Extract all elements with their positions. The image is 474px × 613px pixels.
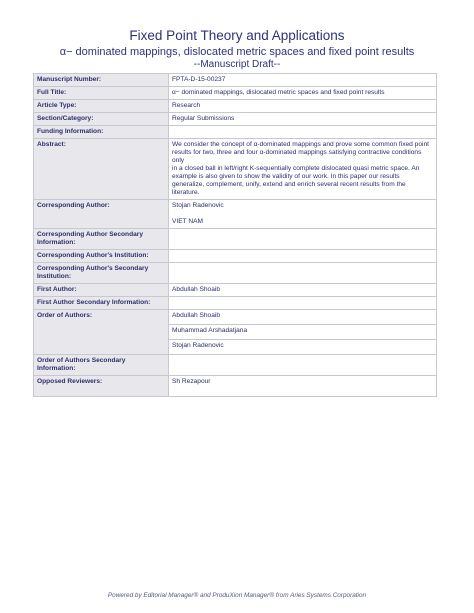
- value-order-secondary: [169, 355, 437, 376]
- row-corresponding-author: [34, 200, 437, 229]
- row-corr-secondary: [34, 229, 437, 250]
- row-full-title: [34, 87, 437, 100]
- label-opposed-reviewers: Opposed Reviewers:: [34, 376, 169, 397]
- manuscript-info-table: [33, 73, 437, 397]
- label-article-type: Article Type:: [34, 100, 169, 113]
- row-abstract: [34, 139, 437, 200]
- abstract-paragraph-1: We consider the concept of α-dominated mappings and prove some common fixed point results for two, three and four α-dominated mappings satisfying contractive conditions only: [172, 141, 429, 164]
- value-section: Regular Submissions: [169, 113, 437, 126]
- abstract-paragraph-2: in a closed ball in left/right K-sequentially complete dislocated quasi metric space. An example is also given to show the validity of our work. In this paper our results generalize, complement, unify, extend and enrich several recent results from the literature.: [172, 165, 420, 196]
- value-abstract: [169, 139, 437, 200]
- author-3: Stojan Radenovic: [169, 340, 437, 355]
- label-corr-institution: Corresponding Author's Institution:: [34, 250, 169, 263]
- row-first-author-secondary: [34, 297, 437, 310]
- label-full-title: Full Title:: [34, 87, 169, 100]
- value-opposed-reviewers: Sh Rezapour: [169, 376, 437, 397]
- label-corresponding-author: Corresponding Author:: [34, 200, 169, 229]
- manuscript-subtitle: α− dominated mappings, dislocated metric spaces and fixed point results: [59, 46, 415, 58]
- value-first-author-secondary: [169, 297, 437, 310]
- label-section: Section/Category:: [34, 113, 169, 126]
- label-first-author-secondary: First Author Secondary Information:: [34, 297, 169, 310]
- row-manuscript-number: [34, 74, 437, 87]
- label-order-of-authors: Order of Authors:: [34, 310, 169, 355]
- row-article-type: [34, 100, 437, 113]
- value-corr-institution: [169, 250, 437, 263]
- value-manuscript-number: FPTA-D-15-00237: [169, 74, 437, 87]
- label-corr-secondary: Corresponding Author Secondary Information:: [34, 229, 169, 250]
- draft-label: --Manuscript Draft--: [193, 59, 281, 70]
- label-first-author: First Author:: [34, 284, 169, 297]
- label-order-secondary: Order of Authors Secondary Information:: [34, 355, 169, 376]
- value-article-type: Research: [169, 100, 437, 113]
- value-full-title: α− dominated mappings, dislocated metric spaces and fixed point results: [169, 87, 437, 100]
- label-manuscript-number: Manuscript Number:: [34, 74, 169, 87]
- journal-title: Fixed Point Theory and Applications: [129, 28, 345, 43]
- value-funding: [169, 126, 437, 139]
- row-opposed-reviewers: [34, 376, 437, 397]
- document-header: [0, 28, 474, 71]
- author-2: Muhammad Arshadatjana: [169, 325, 437, 340]
- label-corr-secondary-institution: Corresponding Author's Secondary Institution:: [34, 263, 169, 284]
- corresponding-author-country: VIET NAM: [172, 218, 204, 225]
- label-abstract: Abstract:: [34, 139, 169, 200]
- row-order-secondary: [34, 355, 437, 376]
- row-order-of-authors: [34, 310, 437, 325]
- author-1: Abdullah Shoaib: [169, 310, 437, 325]
- value-first-author: Abdullah Shoaib: [169, 284, 437, 297]
- value-corresponding-author: [169, 200, 437, 229]
- corresponding-author-name: Stojan Radenovic: [172, 202, 224, 209]
- label-funding: Funding Information:: [34, 126, 169, 139]
- footer-credit: Powered by Editorial Manager® and ProduXion Manager® from Aries Systems Corporation: [107, 592, 367, 599]
- row-first-author: [34, 284, 437, 297]
- value-corr-secondary-institution: [169, 263, 437, 284]
- row-section: [34, 113, 437, 126]
- row-corr-institution: [34, 250, 437, 263]
- value-corr-secondary: [169, 229, 437, 250]
- row-corr-secondary-institution: [34, 263, 437, 284]
- row-funding: [34, 126, 437, 139]
